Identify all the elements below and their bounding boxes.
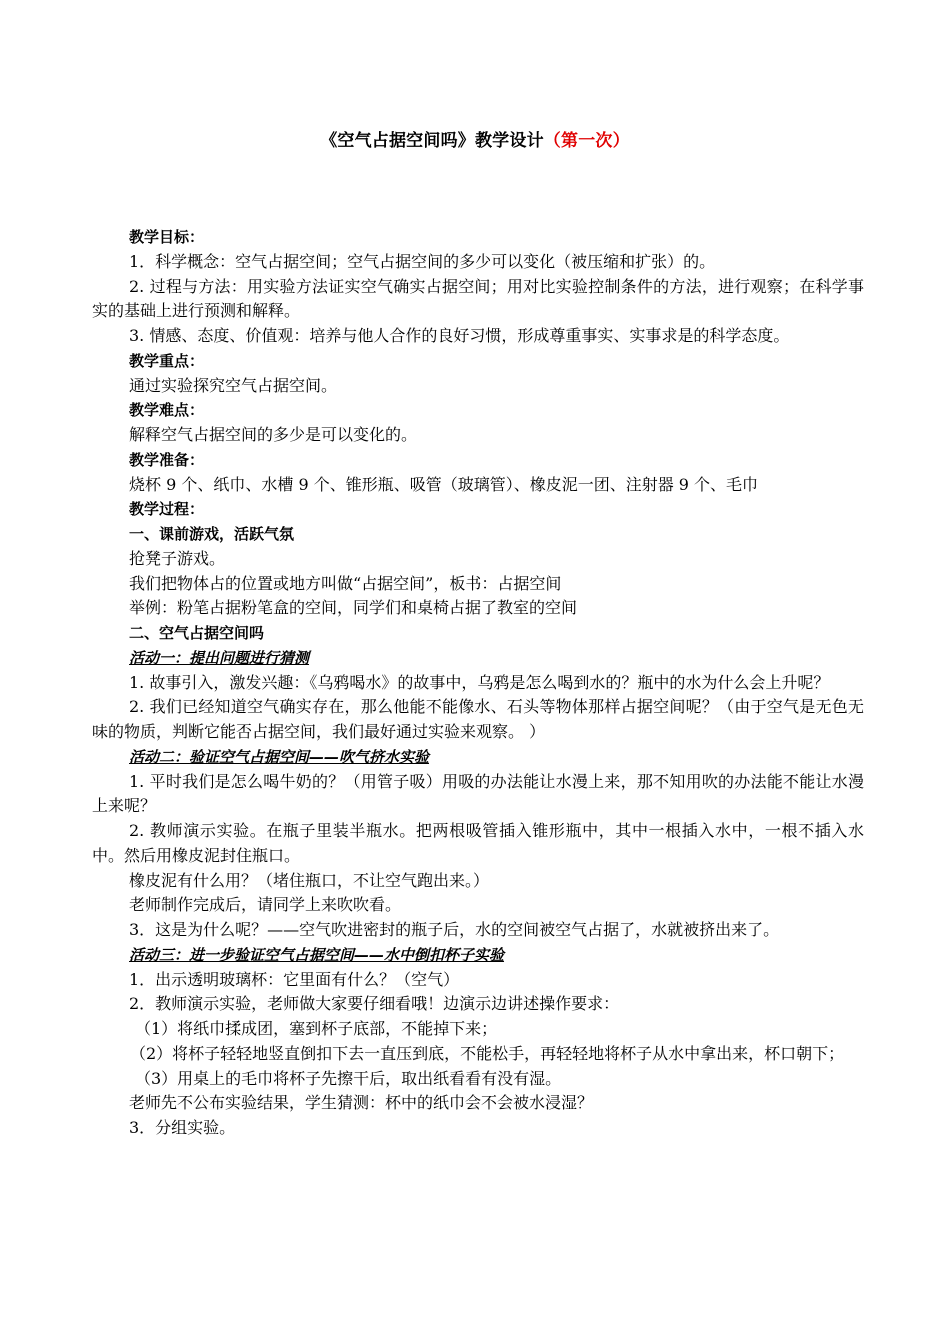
goal-paragraph-1: 1．科学概念：空气占据空间；空气占据空间的多少可以变化（被压缩和扩张）的。 xyxy=(129,251,716,271)
difficulty-heading: 教学难点： xyxy=(129,401,205,420)
activity-2-paragraph-1: 1. 平时我们是怎么喝牛奶的？（用管子吸）用吸的办法能让水漫上来，那不知用吹的办法能不能让水漫上来呢？ xyxy=(92,771,864,816)
activity-3-step-2: （2）将杯子轻轻地竖直倒扣下去一直压到底，不能松手，再轻轻地将杯子从水中拿出来，杯口朝下； xyxy=(130,1043,845,1063)
difficulty-text: 解释空气占据空间的多少是可以变化的。 xyxy=(129,425,418,444)
section-2-heading: 二、空气占据空间吗 xyxy=(129,624,265,642)
activity-1-heading: 活动一：提出问题进行猜测 xyxy=(129,648,310,667)
activity-3-paragraph-2: 2．教师演示实验，老师做大家要仔细看哦！边演示边讲述操作要求： xyxy=(129,994,620,1014)
section-1-paragraph-2: 我们把物体占的位置或地方叫做“占据空间”，板书：占据空间 xyxy=(129,573,562,593)
document-body xyxy=(92,225,864,1141)
goal-paragraph-3: 3. 情感、态度、价值观：培养与他人合作的良好习惯，形成尊重事实、实事求是的科学态度。 xyxy=(129,326,790,345)
activity-2-paragraph-5: 3．这是为什么呢？——空气吹进密封的瓶子后，水的空间被空气占据了，水就被挤出来了。 xyxy=(129,920,780,939)
activity-1-paragraph-1: 1. 故事引入，激发兴趣：《乌鸦喝水》的故事中，乌鸦是怎么喝到水的？瓶中的水为什么会上升呢？ xyxy=(129,672,830,692)
activity-2-paragraph-3: 橡皮泥有什么用？（堵住瓶口，不让空气跑出来。） xyxy=(129,870,490,890)
goal-paragraph-2: 2. 过程与方法：用实验方法证实空气确实占据空间；用对比实验控制条件的方法，进行观察；在科学事实的基础上进行预测和解释。 xyxy=(92,276,864,321)
section-1-paragraph-1: 抢凳子游戏。 xyxy=(129,548,226,568)
activity-2-paragraph-2: 2. 教师演示实验。在瓶子里装半瓶水。把两根吸管插入锥形瓶中，其中一根插入水中，一根不插入水中。然后用橡皮泥封住瓶口。 xyxy=(92,821,864,865)
activity-1-paragraph-2: 2. 我们已经知道空气确实存在，那么他能不能像水、石头等物体那样占据空间呢？（由于空气是无色无味的物质，判断它能否占据空间，我们最好通过实验来观察。 ） xyxy=(92,697,864,741)
goals-heading: 教学目标： xyxy=(129,228,205,246)
section-1-paragraph-3: 举例：粉笔占据粉笔盒的空间，同学们和桌椅占据了教室的空间 xyxy=(129,598,578,618)
preparation-heading: 教学准备： xyxy=(129,450,205,469)
title-main: 《空气占据空间吗》教学设计 xyxy=(320,131,544,151)
title-red-suffix: （第一次） xyxy=(543,131,630,151)
process-heading: 教学过程： xyxy=(129,500,205,519)
key-points-heading: 教学重点： xyxy=(129,351,205,370)
activity-2-heading: 活动二：验证空气占据空间——吹气挤水实验 xyxy=(129,747,430,766)
document-title xyxy=(0,126,950,151)
preparation-text: 烧杯 9 个、纸巾、水槽 9 个、锥形瓶、吸管（玻璃管）、橡皮泥一团、注射器 9 个、毛巾 xyxy=(129,474,759,494)
section-1-heading: 一、课前游戏，活跃气氛 xyxy=(129,525,295,543)
activity-3-heading: 活动三：进一步验证空气占据空间——水中倒扣杯子实验 xyxy=(129,945,505,964)
key-points-text: 通过实验探究空气占据空间。 xyxy=(129,375,338,395)
activity-2-paragraph-4: 老师制作完成后，请同学上来吹吹看。 xyxy=(129,895,402,915)
activity-3-step-1: （1）将纸巾揉成团，塞到杯子底部，不能掉下来； xyxy=(135,1019,498,1038)
activity-3-paragraph-6: 老师先不公布实验结果，学生猜测：杯中的纸巾会不会被水浸湿？ xyxy=(129,1093,594,1113)
activity-3-paragraph-7: 3．分组实验。 xyxy=(129,1118,236,1137)
activity-3-step-3: （3）用桌上的毛巾将杯子先擦干后，取出纸看看有没有湿。 xyxy=(135,1068,562,1088)
activity-3-paragraph-1: 1．出示透明玻璃杯：它里面有什么？（空气） xyxy=(129,969,460,989)
